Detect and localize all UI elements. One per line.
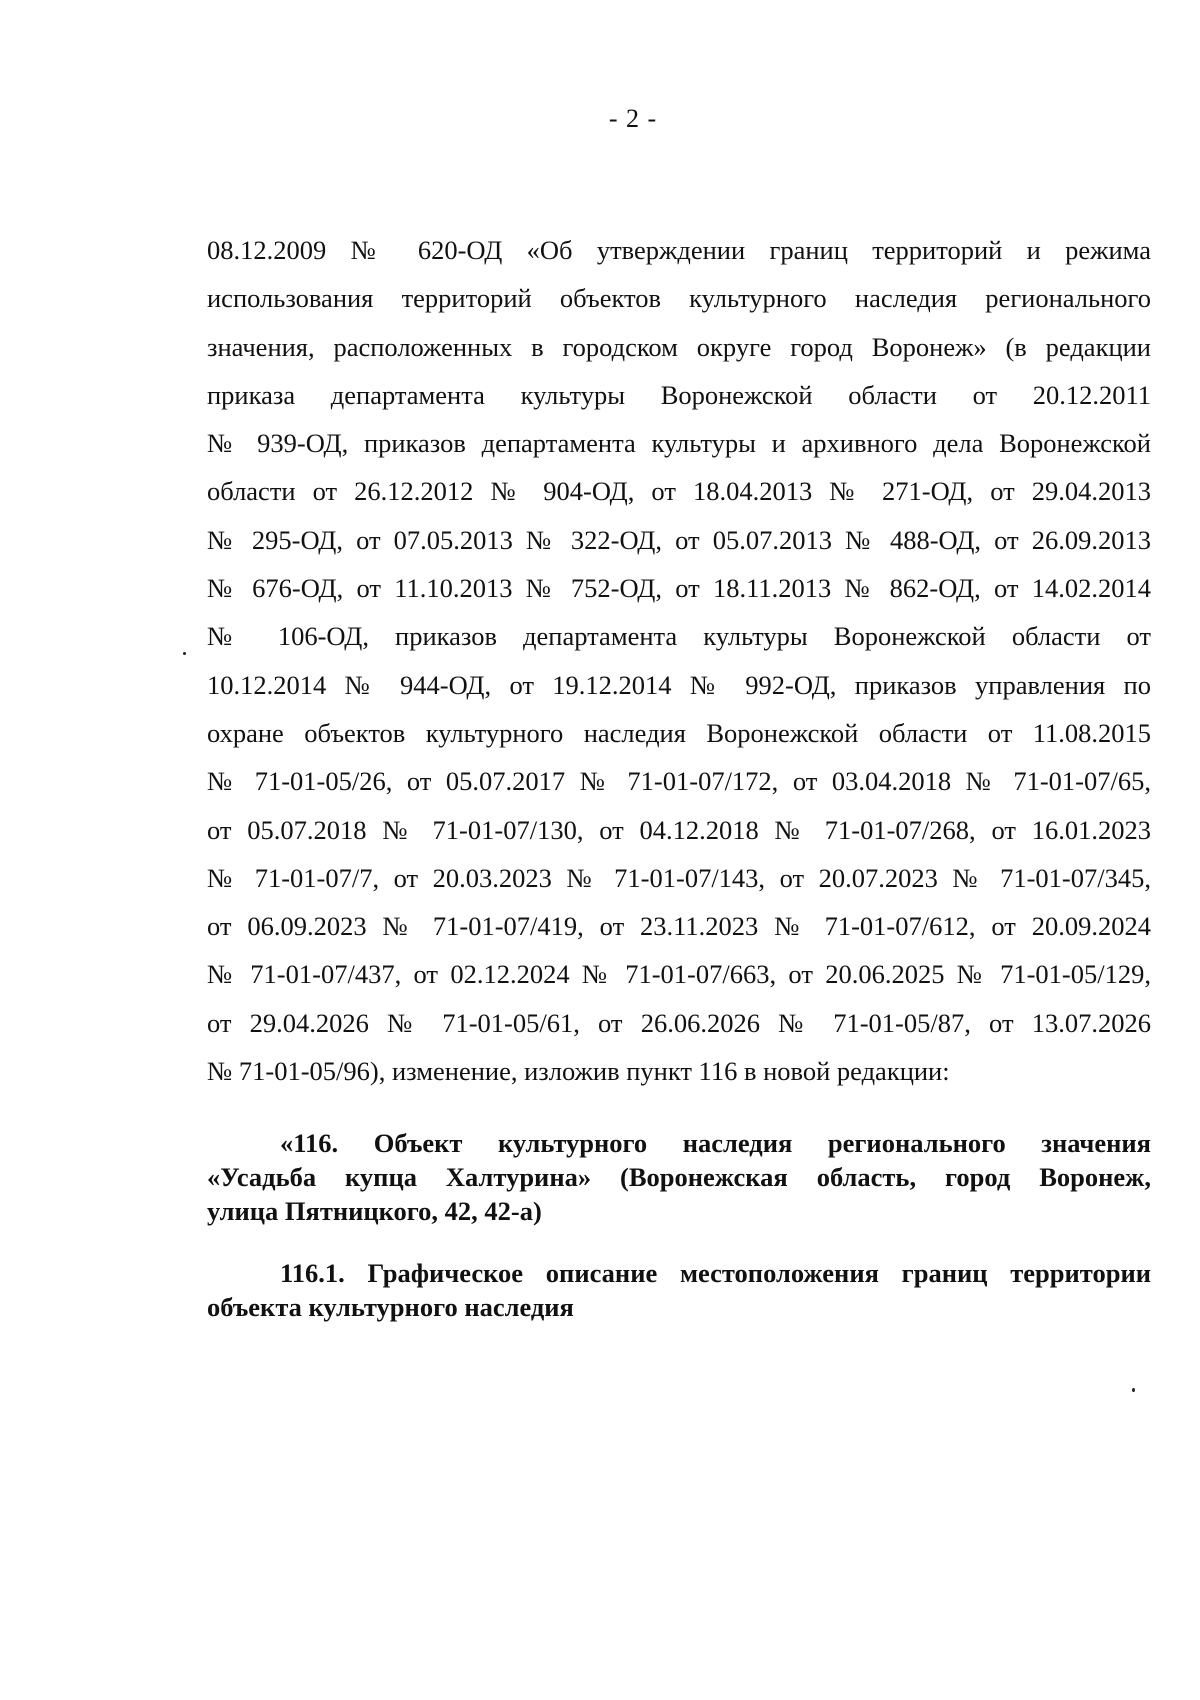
heading-line: «116. Объект культурного наследия регионального значения: [280, 1128, 1151, 1158]
heading-line: «Усадьба купца Халтурина» (Воронежская область, город Воронеж,: [207, 1162, 1151, 1192]
text-line: № 71-01-07/437, от 02.12.2024 № 71-01-07/663, от 20.06.2025 № 71-01-05/129,: [207, 959, 1151, 990]
text-line: от 29.04.2026 № 71-01-05/61, от 26.06.2026 № 71-01-05/87, от 13.07.2026: [207, 1007, 1151, 1038]
text-line: охране объектов культурного наследия Воронежской области от 11.08.2015: [207, 717, 1151, 748]
scan-speck: [183, 652, 186, 655]
scan-speck: [1132, 1388, 1135, 1392]
text-line: № 71-01-05/26, от 05.07.2017 № 71-01-07/172, от 03.04.2018 № 71-01-07/65,: [207, 766, 1151, 797]
page-number: - 2 -: [608, 104, 658, 133]
text-line: № 939-ОД, приказов департамента культуры и архивного дела Воронежской: [207, 428, 1151, 459]
text-line: использования территорий объектов культурного наследия регионального: [207, 283, 1151, 314]
text-line: № 71-01-07/7, от 20.03.2023 № 71-01-07/143, от 20.07.2023 № 71-01-07/345,: [207, 862, 1151, 893]
text-line: приказа департамента культуры Воронежской области от 20.12.2011: [207, 379, 1151, 410]
amendment-paragraph: [207, 226, 1151, 1095]
text-line: № 676-ОД, от 11.10.2013 № 752-ОД, от 18.11.2013 № 862-ОД, от 14.02.2014: [207, 573, 1151, 604]
text-line: значения, расположенных в городском округе город Воронеж» (в редакции: [207, 331, 1151, 362]
text-line: 08.12.2009 № 620-ОД «Об утверждении границ территорий и режима: [207, 235, 1151, 265]
text-line: № 295-ОД, от 07.05.2013 № 322-ОД, от 05.07.2013 № 488-ОД, от 26.09.2013: [207, 524, 1151, 555]
text-line: области от 26.12.2012 № 904-ОД, от 18.04.2013 № 271-ОД, от 29.04.2013: [207, 476, 1151, 507]
text-line: от 06.09.2023 № 71-01-07/419, от 23.11.2023 № 71-01-07/612, от 20.09.2024: [207, 911, 1151, 942]
heading-line: улица Пятницкого, 42, 42-а): [207, 1196, 542, 1226]
object-heading: [207, 1126, 1151, 1228]
graphic-description-heading: [207, 1256, 1151, 1324]
text-line: № 71-01-05/96), изменение, изложив пункт 116 в новой редакции:: [207, 1056, 950, 1087]
text-line: от 05.07.2018 № 71-01-07/130, от 04.12.2018 № 71-01-07/268, от 16.01.2023: [207, 814, 1151, 845]
heading-line: 116.1. Графическое описание местоположения границ территории: [280, 1258, 1151, 1288]
text-line: 10.12.2014 № 944-ОД, от 19.12.2014 № 992-ОД, приказов управления по: [207, 669, 1151, 700]
heading-line: объекта культурного наследия: [207, 1292, 574, 1322]
text-line: № 106-ОД, приказов департамента культуры Воронежской области от: [207, 621, 1151, 652]
